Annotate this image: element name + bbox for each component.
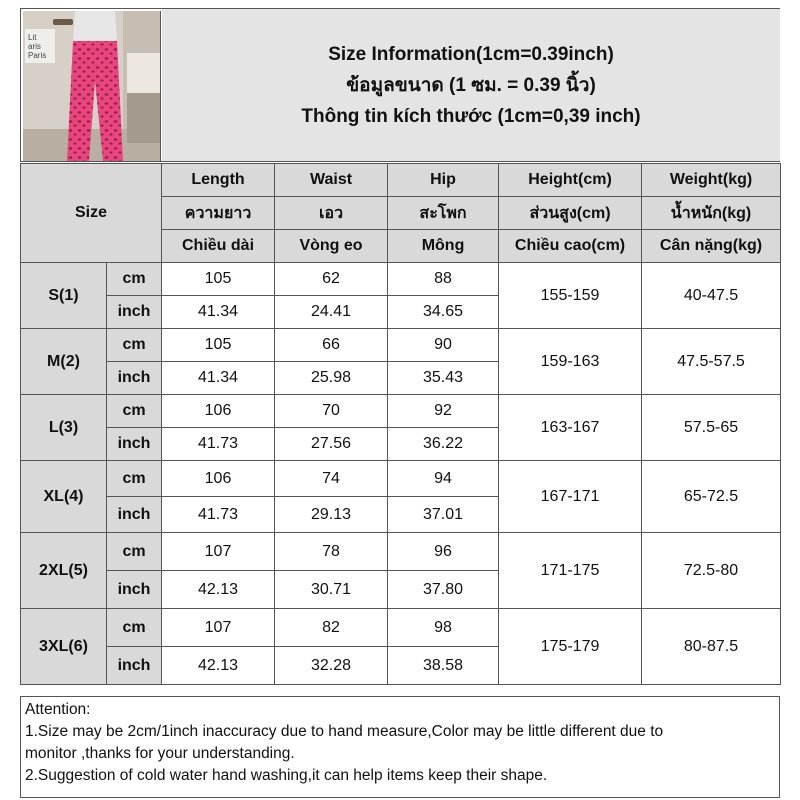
unit-label-cm: cm xyxy=(107,533,162,571)
attention-notes xyxy=(20,696,780,798)
weight-range: 80-87.5 xyxy=(642,609,781,685)
column-header-hip-thai: สะโพก xyxy=(388,197,499,230)
waist-inch: 29.13 xyxy=(275,497,388,533)
height-range: 155-159 xyxy=(499,263,642,329)
wall-sign-line-2: aris xyxy=(28,42,41,51)
column-header-height: Height(cm) xyxy=(499,164,642,197)
waist-inch: 24.41 xyxy=(275,296,388,329)
weight-range: 40-47.5 xyxy=(642,263,781,329)
column-header-length: Length xyxy=(162,164,275,197)
waist-cm: 82 xyxy=(275,609,388,647)
length-cm: 106 xyxy=(162,395,275,428)
waist-cm: 70 xyxy=(275,395,388,428)
table-row xyxy=(21,461,781,497)
header-title-english: Size Information(1cm=0.39inch) xyxy=(328,43,614,65)
size-label: 2XL(5) xyxy=(21,533,107,609)
hip-inch: 37.80 xyxy=(388,571,499,609)
attention-note-1-continued: monitor ,thanks for your understanding. xyxy=(25,745,295,762)
unit-label-inch: inch xyxy=(107,647,162,685)
waist-inch: 32.28 xyxy=(275,647,388,685)
waist-inch: 27.56 xyxy=(275,428,388,461)
size-label: L(3) xyxy=(21,395,107,461)
column-header-waist: Waist xyxy=(275,164,388,197)
header-row-english xyxy=(21,164,781,197)
column-header-weight-vietnamese: Cân nặng(kg) xyxy=(642,230,781,263)
column-header-length-vietnamese: Chiều dài xyxy=(162,230,275,263)
wall-sign-line-1: Lit xyxy=(28,33,37,42)
unit-label-inch: inch xyxy=(107,571,162,609)
length-inch: 41.34 xyxy=(162,296,275,329)
hip-inch: 36.22 xyxy=(388,428,499,461)
column-header-hip: Hip xyxy=(388,164,499,197)
size-label: 3XL(6) xyxy=(21,609,107,685)
height-range: 163-167 xyxy=(499,395,642,461)
hip-cm: 98 xyxy=(388,609,499,647)
unit-label-cm: cm xyxy=(107,609,162,647)
wall-sign-line-3: Paris xyxy=(28,51,47,60)
unit-label-inch: inch xyxy=(107,362,162,395)
size-table xyxy=(20,163,781,685)
height-range: 175-179 xyxy=(499,609,642,685)
length-inch: 41.34 xyxy=(162,362,275,395)
waist-cm: 62 xyxy=(275,263,388,296)
waist-cm: 74 xyxy=(275,461,388,497)
weight-range: 47.5-57.5 xyxy=(642,329,781,395)
length-inch: 41.73 xyxy=(162,497,275,533)
waist-inch: 25.98 xyxy=(275,362,388,395)
hip-cm: 90 xyxy=(388,329,499,362)
table-row xyxy=(21,263,781,296)
chart-header xyxy=(20,8,780,162)
length-inch: 41.73 xyxy=(162,428,275,461)
unit-label-cm: cm xyxy=(107,263,162,296)
unit-label-inch: inch xyxy=(107,296,162,329)
table-row xyxy=(21,395,781,428)
column-header-weight: Weight(kg) xyxy=(642,164,781,197)
waist-cm: 78 xyxy=(275,533,388,571)
length-inch: 42.13 xyxy=(162,647,275,685)
length-cm: 105 xyxy=(162,329,275,362)
weight-range: 72.5-80 xyxy=(642,533,781,609)
length-cm: 107 xyxy=(162,609,275,647)
size-column-header: Size xyxy=(21,164,162,263)
attention-note-1: 1.Size may be 2cm/1inch inaccuracy due to hand measure,Color may be little different due to xyxy=(25,723,664,740)
hip-inch: 37.01 xyxy=(388,497,499,533)
length-cm: 106 xyxy=(162,461,275,497)
column-header-weight-thai: น้ำหนัก(kg) xyxy=(642,197,781,230)
weight-range: 65-72.5 xyxy=(642,461,781,533)
column-header-length-thai: ความยาว xyxy=(162,197,275,230)
hip-cm: 92 xyxy=(388,395,499,428)
length-cm: 105 xyxy=(162,263,275,296)
unit-label-cm: cm xyxy=(107,461,162,497)
hip-inch: 34.65 xyxy=(388,296,499,329)
size-chart xyxy=(20,8,780,798)
column-header-height-thai: ส่วนสูง(cm) xyxy=(499,197,642,230)
product-photo xyxy=(23,11,161,161)
column-header-waist-thai: เอว xyxy=(275,197,388,230)
unit-label-cm: cm xyxy=(107,395,162,428)
waist-cm: 66 xyxy=(275,329,388,362)
header-title-block xyxy=(162,9,780,161)
waist-inch: 30.71 xyxy=(275,571,388,609)
hip-inch: 38.58 xyxy=(388,647,499,685)
column-header-hip-vietnamese: Mông xyxy=(388,230,499,263)
product-photo-illustration xyxy=(23,11,161,161)
attention-note-2: 2.Suggestion of cold water hand washing,it can help items keep their shape. xyxy=(25,767,548,784)
hip-cm: 88 xyxy=(388,263,499,296)
table-row xyxy=(21,329,781,362)
size-label: XL(4) xyxy=(21,461,107,533)
hip-cm: 96 xyxy=(388,533,499,571)
header-title-vietnamese: Thông tin kích thước (1cm=0,39 inch) xyxy=(301,105,641,127)
table-row xyxy=(21,533,781,571)
column-header-height-vietnamese: Chiều cao(cm) xyxy=(499,230,642,263)
length-inch: 42.13 xyxy=(162,571,275,609)
hip-cm: 94 xyxy=(388,461,499,497)
length-cm: 107 xyxy=(162,533,275,571)
unit-label-inch: inch xyxy=(107,428,162,461)
weight-range: 57.5-65 xyxy=(642,395,781,461)
unit-label-cm: cm xyxy=(107,329,162,362)
table-row xyxy=(21,609,781,647)
attention-title: Attention: xyxy=(25,701,91,718)
size-label: S(1) xyxy=(21,263,107,329)
height-range: 167-171 xyxy=(499,461,642,533)
header-title-thai: ข้อมูลขนาด (1 ซม. = 0.39 นิ้ว) xyxy=(346,74,596,96)
column-header-waist-vietnamese: Vòng eo xyxy=(275,230,388,263)
height-range: 159-163 xyxy=(499,329,642,395)
unit-label-inch: inch xyxy=(107,497,162,533)
size-label: M(2) xyxy=(21,329,107,395)
hip-inch: 35.43 xyxy=(388,362,499,395)
height-range: 171-175 xyxy=(499,533,642,609)
